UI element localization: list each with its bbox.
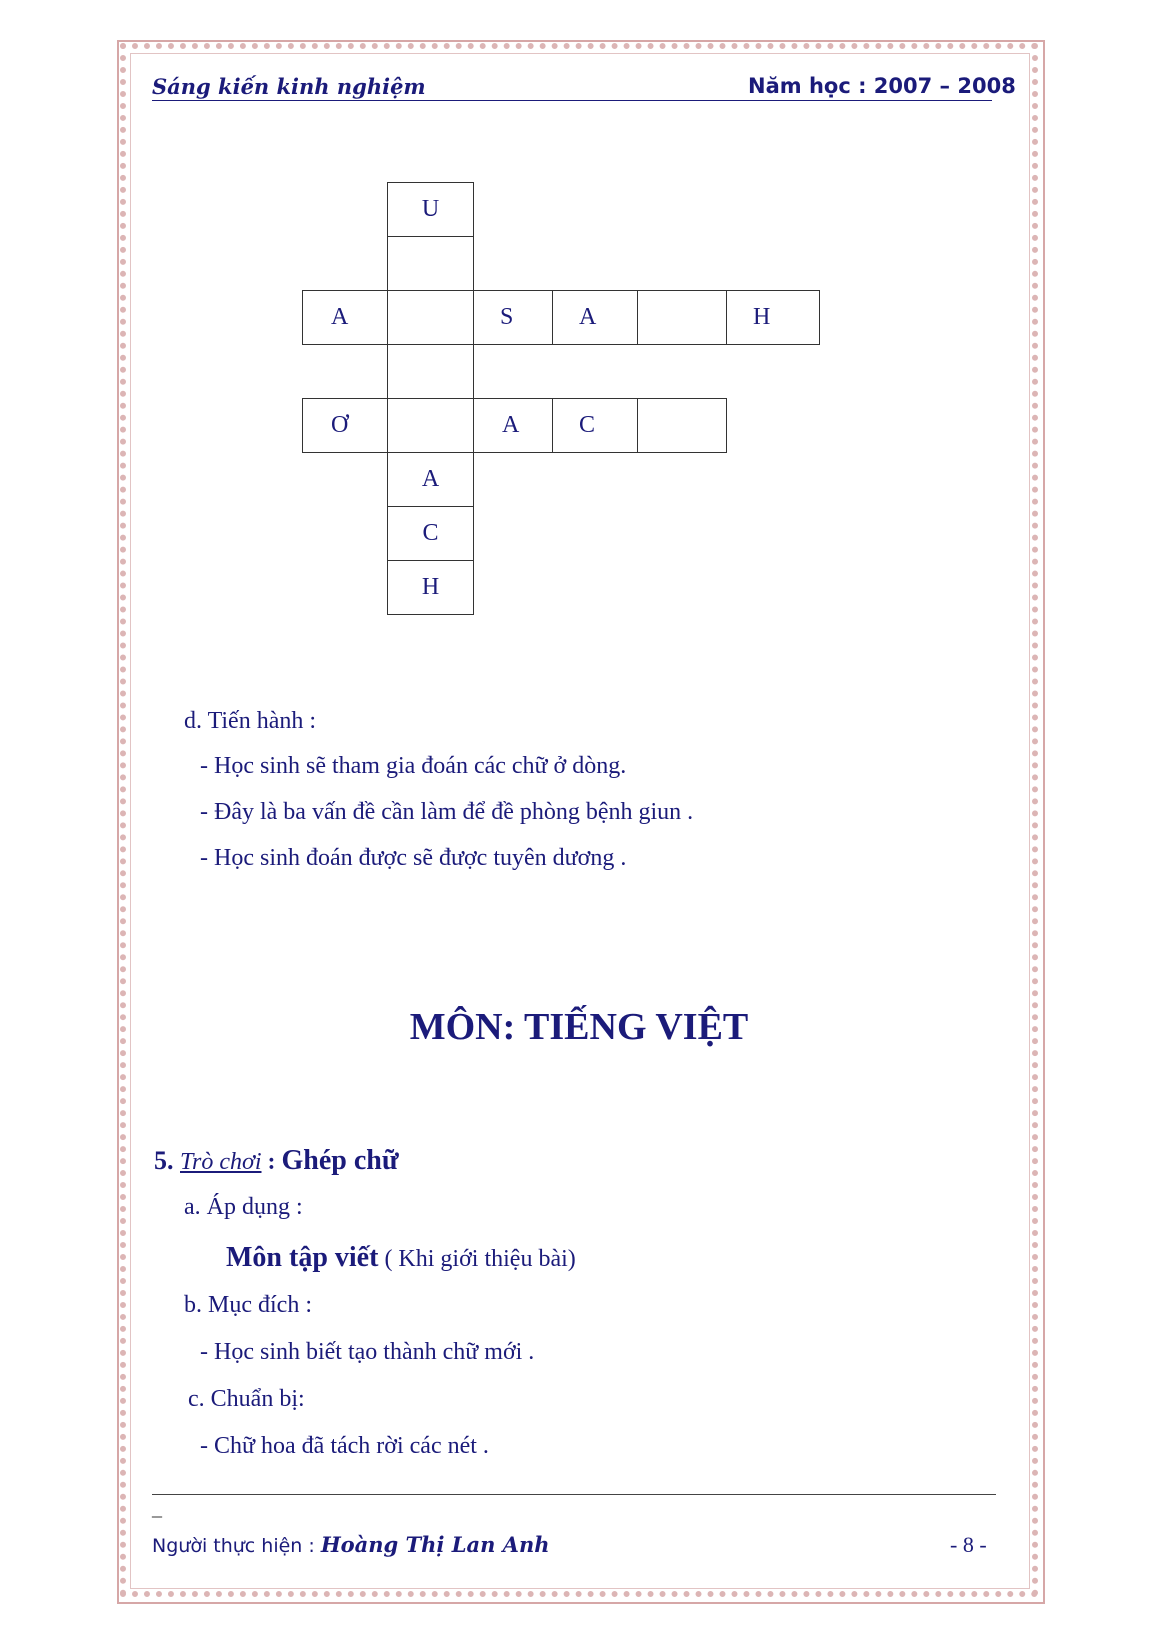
cell-letter: S <box>500 304 514 330</box>
crossword-cell <box>302 398 388 453</box>
crossword-cell <box>726 290 820 345</box>
section-5-heading <box>154 1145 399 1177</box>
header-school-year: Năm học : 2007 – 2008 <box>748 74 1016 98</box>
apply-line <box>226 1242 576 1274</box>
procedure-heading: d. Tiến hành : <box>184 708 317 734</box>
crossword-cell <box>387 290 474 345</box>
procedure-item: - Đây là ba vấn đề cần làm để đề phòng bệnh giun . <box>200 799 694 825</box>
game-label: Trò chơi <box>180 1149 262 1175</box>
crossword-cell <box>552 398 638 453</box>
game-separator: : <box>261 1149 282 1175</box>
crossword-cell <box>387 398 474 453</box>
cell-letter: C <box>422 520 439 546</box>
cell-letter: U <box>421 196 440 222</box>
cell-letter: C <box>579 412 596 438</box>
cell-letter: A <box>421 466 440 492</box>
footer-dash: _ <box>152 1498 162 1520</box>
crossword-cell <box>637 398 727 453</box>
crossword-cell <box>387 182 474 237</box>
footer-author <box>152 1532 550 1557</box>
cell-letter: H <box>421 574 440 600</box>
apply-note: ( Khi giới thiệu bài) <box>378 1246 576 1272</box>
crossword-cell <box>387 452 474 507</box>
crossword-cell <box>473 290 553 345</box>
section-number: 5. <box>154 1146 174 1175</box>
author-label: Người thực hiện <box>152 1535 303 1557</box>
cell-letter: A <box>579 304 597 330</box>
apply-subject: Môn tập viết <box>226 1242 379 1273</box>
page-number: - 8 - <box>950 1532 987 1557</box>
crossword-cell <box>552 290 638 345</box>
crossword-cell <box>387 236 474 291</box>
procedure-item: - Học sinh đoán được sẽ được tuyên dương . <box>200 845 627 871</box>
crossword-cell <box>637 290 727 345</box>
procedure-item: - Học sinh sẽ tham gia đoán các chữ ở dòng. <box>200 753 627 779</box>
crossword-cell <box>387 344 474 399</box>
author-name: Hoàng Thị Lan Anh <box>320 1532 550 1557</box>
cell-letter: A <box>331 304 349 330</box>
cell-letter: Ơ <box>331 412 349 438</box>
author-separator: : <box>302 1535 321 1557</box>
prep-item: - Chữ hoa đã tách rời các nét . <box>200 1433 489 1459</box>
game-name: Ghép chữ <box>281 1145 399 1176</box>
purpose-item: - Học sinh biết tạo thành chữ mới . <box>200 1339 535 1365</box>
prep-heading: c. Chuẩn bị: <box>188 1386 305 1412</box>
crossword-cell <box>387 506 474 561</box>
crossword-cell <box>473 398 553 453</box>
purpose-heading: b. Mục đích : <box>184 1292 312 1318</box>
subject-title: MÔN: TIẾNG VIỆT <box>409 1006 749 1048</box>
header-title: Sáng kiến kinh nghiệm <box>152 74 426 99</box>
footer-rule <box>152 1494 996 1495</box>
header-rule <box>152 100 992 101</box>
cell-letter: A <box>502 412 520 438</box>
cell-letter: H <box>753 304 771 330</box>
apply-heading: a. Áp dụng : <box>184 1194 303 1220</box>
crossword-cell <box>387 560 474 615</box>
crossword-cell <box>302 290 388 345</box>
